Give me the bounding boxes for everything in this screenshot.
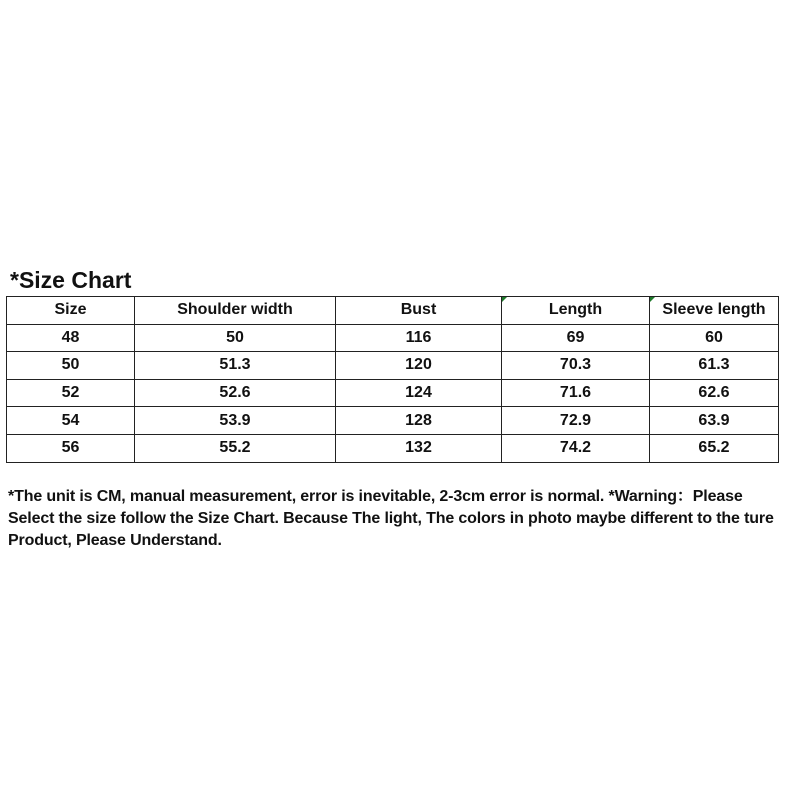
- cell-bust: 132: [336, 434, 502, 462]
- header-length-label: Length: [548, 301, 603, 319]
- measurement-note: *The unit is CM, manual measurement, error is inevitable, 2-3cm error is normal. *Warning：Please Select the size follow the Size Chart. Because The light, The colors in photo maybe different to the ture Product, Please Understand.: [8, 488, 774, 549]
- cell-shoulder-width: 52.6: [135, 379, 336, 407]
- cell-shoulder-width: 50: [135, 324, 336, 352]
- size-chart-table: [6, 296, 779, 463]
- table-row: [7, 379, 779, 407]
- table-row: [7, 407, 779, 435]
- cell-length: 74.2: [502, 434, 650, 462]
- table-row: [7, 324, 779, 352]
- cell-size: 50: [7, 352, 135, 380]
- cell-length: 72.9: [502, 407, 650, 435]
- cell-shoulder-width: 55.2: [135, 434, 336, 462]
- cell-shoulder-width: 53.9: [135, 407, 336, 435]
- header-size: Size: [7, 297, 135, 325]
- cell-bust: 128: [336, 407, 502, 435]
- size-chart-title: *Size Chart: [10, 267, 132, 293]
- cell-sleeve-length: 63.9: [650, 407, 779, 435]
- header-length: [502, 297, 650, 325]
- cell-size: 48: [7, 324, 135, 352]
- header-sleeve-length-label: Sleeve length: [662, 301, 766, 319]
- cell-sleeve-length: 60: [650, 324, 779, 352]
- header-bust: Bust: [336, 297, 502, 325]
- table-row: [7, 352, 779, 380]
- cell-size: 52: [7, 379, 135, 407]
- cell-sleeve-length: 61.3: [650, 352, 779, 380]
- cell-sleeve-length: 65.2: [650, 434, 779, 462]
- cell-size: 54: [7, 407, 135, 435]
- table-header-row: [7, 297, 779, 325]
- table-row: [7, 434, 779, 462]
- cell-bust: 120: [336, 352, 502, 380]
- cell-sleeve-length: 62.6: [650, 379, 779, 407]
- cell-corner-mark: [650, 297, 655, 302]
- cell-length: 69: [502, 324, 650, 352]
- header-shoulder-width: Shoulder width: [135, 297, 336, 325]
- cell-shoulder-width: 51.3: [135, 352, 336, 380]
- cell-bust: 116: [336, 324, 502, 352]
- cell-length: 70.3: [502, 352, 650, 380]
- cell-corner-mark: [502, 297, 507, 302]
- cell-length: 71.6: [502, 379, 650, 407]
- header-sleeve-length: [650, 297, 779, 325]
- cell-bust: 124: [336, 379, 502, 407]
- cell-size: 56: [7, 434, 135, 462]
